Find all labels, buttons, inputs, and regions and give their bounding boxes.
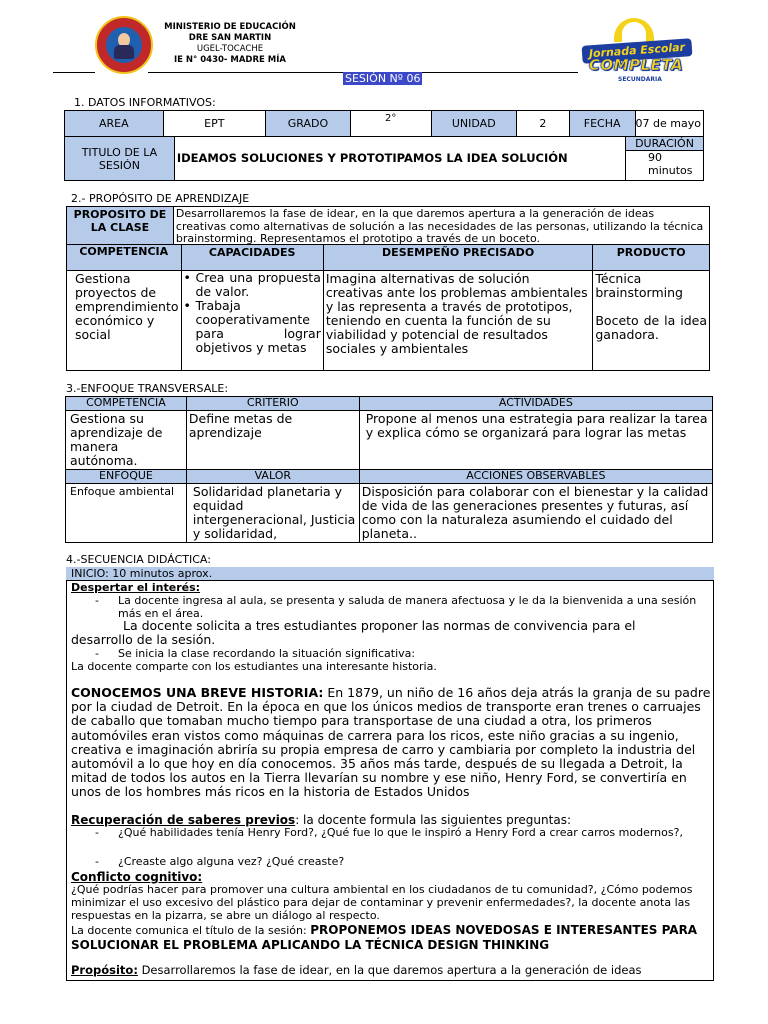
section-proposito-title: 2.- PROPÓSITO DE APRENDIZAJE [71,192,250,205]
acciones-value: Disposición para colaborar con el bienestar y la calidad de vida de las generaciones presentes y futuras, así como con la naturaleza asumiendo el cuidado del planeta.. [359,484,712,543]
capacidad-item: • Crea una propuesta de valor. [183,270,321,299]
proposito-table [66,206,710,248]
section-secuencia-title: 4.-SECUENCIA DIDÁCTICA: [66,553,211,566]
titulo-value: IDEAMOS SOLUCIONES Y PROTOTIPAMOS LA IDEA SOLUCIÓN [174,137,625,181]
conflicto-heading: Conflicto cognitivo: [71,870,203,884]
titulo-table [64,136,704,181]
proposito-text: Desarrollaremos la fase de idear, en la que daremos apertura a la generación de ideas creativas como alternativas de solución a las necesidades de las personas, utilizando la técnica brainstorming. Representamos el prototipo a través de un boceto. [173,207,709,248]
competencias-table [66,244,710,371]
producto-header: PRODUCTO [593,245,710,271]
competencia-value: Gestiona proyectos de emprendimiento económico y social [67,271,182,371]
valor-value: Solidaridad planetaria y equidad intergeneracional, Justicia y solidaridad, [186,484,359,543]
ugel-line: UGEL-TOCACHE [196,44,264,54]
despertar-item-3: Se inicia la clase recordando la situación significativa: [118,647,416,660]
section-datos-title: 1. DATOS INFORMATIVOS: [74,96,216,109]
grado-label: GRADO [265,111,350,137]
pregunta-2: ¿Creaste algo alguna vez? ¿Qué creaste? [118,855,345,868]
actividades-value: Propone al menos una estrategia para realizar la tarea y explica cómo se organizará para lograr las metas [359,411,712,470]
header-rule [53,72,95,73]
proposito-label: PROPOSITO DE LA CLASE [67,207,174,248]
producto-2: Boceto de la idea ganadora. [595,313,707,342]
fecha-value: 07 de mayo [635,111,703,137]
jornada-escolar-completa-logo: Jornada Escolar COMPLETA SECUNDARIA [578,16,696,74]
unidad-value: 2 [517,111,570,137]
enfoque-competencia-header: COMPETENCIA [66,397,187,411]
duracion-label: DURACIÓN [626,137,703,151]
conflicto-text: ¿Qué podrías hacer para promover una cultura ambiental en los ciudadanos de tu comunidad?, ¿Cómo podemos minimizar el uso excesivo del plástico para dejar de contaminar y prevenir enfermedades?, la docente anota las respuestas en la pizarra, se abre un diálogo al respecto. [71,883,693,922]
pregunta-1: ¿Qué habilidades tenía Henry Ford?, ¿Qué fue lo que le inspiró a Henry Ford a crear carros modernos?, [118,826,683,839]
proposito-line: Propósito: Desarrollaremos la fase de idear, en la que daremos apertura a la generación de ideas [71,963,642,977]
capacidad-item: • Trabaja cooperativamente para lograr objetivos y metas [183,298,321,355]
section-enfoque-title: 3.-ENFOQUE TRANSVERSALE: [66,382,229,395]
ministry-heading [150,22,310,66]
producto-1: Técnica brainstorming [595,271,683,300]
despertar-item-4: La docente comparte con los estudiantes una interesante historia. [71,660,437,673]
competencia-header: COMPETENCIA [67,245,182,271]
valor-header: VALOR [186,470,359,484]
titulo-label: TITULO DE LA SESIÓN [65,137,175,181]
dre-line: DRE SAN MARTIN [188,33,272,43]
recuperacion-line: Recuperación de saberes previos: la docente formula las siguientes preguntas: [71,813,571,827]
criterio-header: CRITERIO [186,397,359,411]
titulo-sesion-line: La docente comunica el título de la sesión: PROPONEMOS IDEAS NOVEDOSAS E INTERESANTES PARA SOLUCIONAR EL PROBLEMA APLICANDO LA TÉCNICA DESIGN THINKING [71,923,698,952]
ie-line: IE N° 0430- MADRE MÍA [174,55,286,65]
criterio-value: Define metas de aprendizaje [186,411,359,470]
enfoque-table [65,396,713,543]
session-number: SESIÓN Nº 06 [345,72,421,85]
fecha-label: FECHA [569,111,635,137]
despertar-heading: Despertar el interés: [71,581,201,594]
area-label: AREA [65,111,164,137]
desempeno-value: Imagina alternativas de solución creativas ante los problemas ambientales y las representa a través de prototipos, teniendo en cuenta la función de su viabilidad y potencial de resultados sociales y ambientales [323,271,592,371]
school-crest-logo [95,16,153,74]
capacidades-header: CAPACIDADES [181,245,323,271]
grado-value: 2° [350,111,431,137]
datos-table [64,110,704,137]
ministry-line: MINISTERIO DE EDUCACIÓN [164,22,296,32]
despertar-item-2: La docente solicita a tres estudiantes proponer las normas de convivencia para el desarrollo de la sesión. [71,618,636,648]
actividades-header: ACTIVIDADES [359,397,712,411]
despertar-item-1: La docente ingresa al aula, se presenta y saluda de manera afectuosa y le da la bienvenida a una sesión más en el área. [118,594,697,620]
duracion-value: 90 minutos [648,151,693,177]
enfoque-competencia-value: Gestiona su aprendizaje de manera autónoma. [66,411,187,470]
unidad-label: UNIDAD [431,111,516,137]
enfoque-header: ENFOQUE [66,470,187,484]
inicio-header: INICIO: 10 minutos aprox. [66,567,714,581]
enfoque-value: Enfoque ambiental [66,484,187,543]
historia-paragraph: CONOCEMOS UNA BREVE HISTORIA: En 1879, un niño de 16 años deja atrás la granja de su padre por la ciudad de Detroit. En la época en que los únicos medios de transporte eran trenes o carruajes de caballo que tomaban mucho tiempo para transportase de una ciudad a otra, los primeros automóviles eran vistos como máquinas de carrera para los ricos, este niño gracias a su ingenio, creativa e imaginación abriría su propia empresa de carro y cambiaria por completo la industria del automóvil a lo que hoy en día conocemos. 35 años más tarde, después de su llegada a Detroit, la mitad de todos los autos en la Tierra llevarían su nombre y ese niño, Henry Ford, se convertiría en unos de los hombres más ricos en la historia de Estados Unidos [71,685,711,800]
acciones-header: ACCIONES OBSERVABLES [359,470,712,484]
desempeno-header: DESEMPEÑO PRECISADO [323,245,592,271]
area-value: EPT [163,111,265,137]
